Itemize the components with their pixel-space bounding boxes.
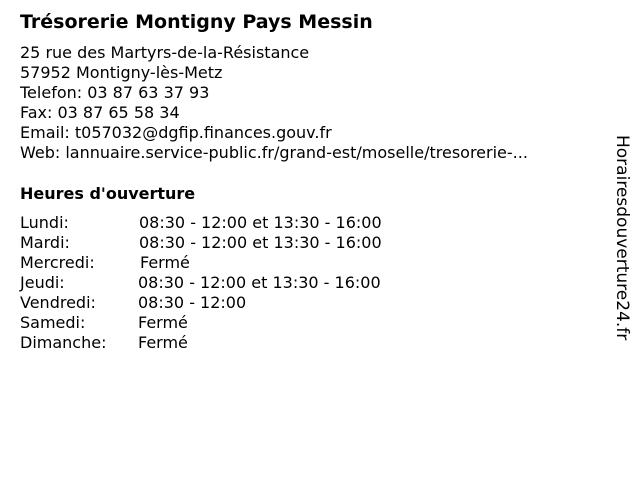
day-hours: 08:30 - 12:00: [138, 293, 247, 312]
day-hours: 08:30 - 12:00 et 13:30 - 16:00: [138, 273, 381, 292]
day-hours: Fermé: [140, 253, 190, 272]
phone-number[interactable]: Telefon: 03 87 63 37 93: [20, 83, 210, 102]
day-label: Vendredi:: [20, 293, 96, 312]
email-address[interactable]: Email: t057032@dgfip.finances.gouv.fr: [20, 123, 332, 142]
day-label: Mardi:: [20, 233, 70, 252]
day-label: Lundi:: [20, 213, 69, 232]
address-city: 57952 Montigny-lès-Metz: [20, 63, 223, 82]
address-street: 25 rue des Martyrs-de-la-Résistance: [20, 43, 310, 62]
day-hours: 08:30 - 12:00 et 13:30 - 16:00: [139, 213, 382, 232]
day-label: Dimanche:: [20, 333, 107, 352]
hours-heading: Heures d'ouverture: [20, 184, 196, 203]
site-watermark: Horairesdouverture24.fr: [612, 135, 632, 341]
day-hours: Fermé: [138, 313, 188, 332]
fax-number: Fax: 03 87 65 58 34: [20, 103, 180, 122]
day-label: Jeudi:: [20, 273, 65, 292]
day-label: Mercredi:: [20, 253, 95, 272]
day-hours: 08:30 - 12:00 et 13:30 - 16:00: [139, 233, 382, 252]
day-label: Samedi:: [20, 313, 86, 332]
day-hours: Fermé: [138, 333, 188, 352]
contact-info: [20, 43, 528, 163]
website-link[interactable]: Web: lannuaire.service-public.fr/grand-est/moselle/tresorerie-...: [20, 143, 528, 162]
page-title: Trésorerie Montigny Pays Messin: [20, 11, 373, 33]
